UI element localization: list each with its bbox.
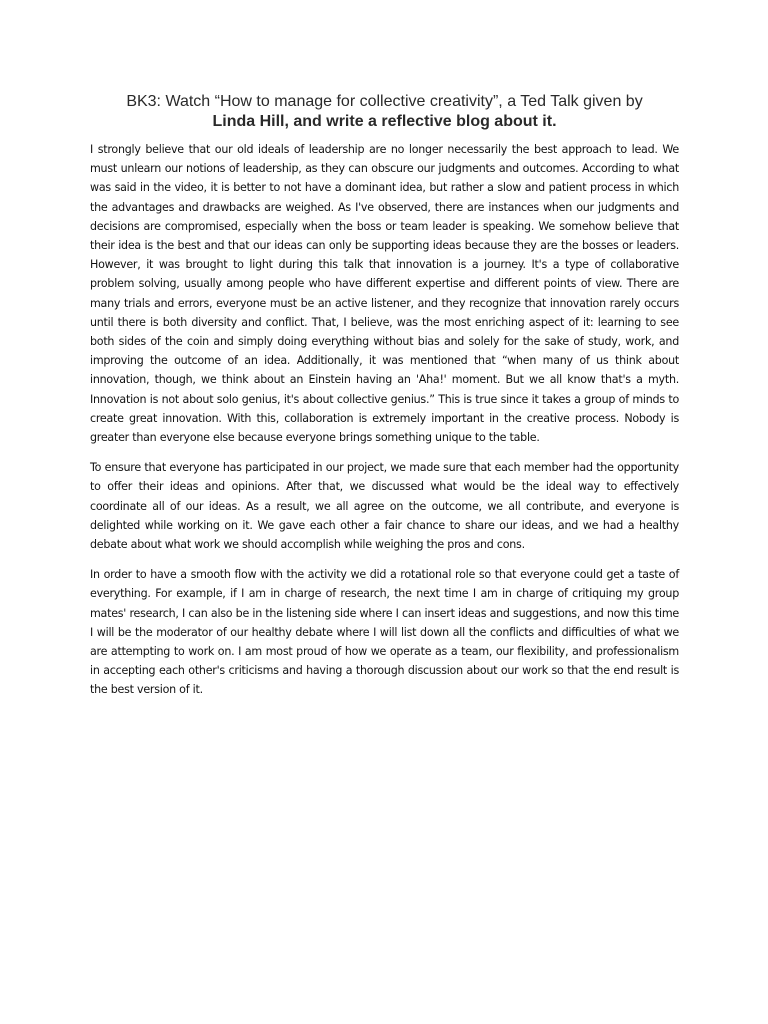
document-page xyxy=(90,92,679,711)
document-title xyxy=(90,92,679,132)
document-title-line-2: Linda Hill, and write a reflective blog about it. xyxy=(212,113,557,130)
body-paragraph-3: In order to have a smooth flow with the activity we did a rotational role so that everyone could get a taste of everything. For example, if I am in charge of research, the next time I am in charge of critiquing my group mates' research, I can also be in the listening side where I can insert ideas and suggestions, and now this time I will be the moderator of our healthy debate where I will list down all the conflicts and difficulties of what we are attempting to work on. I am most proud of how we operate as a team, our flexibility, and professionalism in accepting each other's criticisms and having a thorough discussion about our work so that the end result is the best version of it. xyxy=(90,568,679,697)
body-paragraph-1: I strongly believe that our old ideals of leadership are no longer necessarily the best approach to lead. We must unlearn our notions of leadership, as they can obscure our judgments and outcomes. According to what was said in the video, it is better to not have a dominant idea, but rather a slow and patient process in which the advantages and drawbacks are weighed. As I've observed, there are instances when our judgments and decisions are compromised, especially when the boss or team leader is speaking. We somehow believe that their idea is the best and that our ideas can only be supporting ideas because they are the bosses or leaders. However, it was brought to light during this talk that innovation is a journey. It's a type of collaborative problem solving, usually among people who have different expertise and different points of view. There are many trials and errors, everyone must be an active listener, and they recognize that innovation rarely occurs until there is both diversity and conflict. That, I believe, was the most enriching aspect of it: learning to see both sides of the coin and simply doing everything without bias and solely for the sake of study, work, and improving the outcome of an idea. Additionally, it was mentioned that “when many of us think about innovation, though, we think about an Einstein having an 'Aha!' moment. But we all know that's a myth. Innovation is not about solo genius, it's about collective genius.” This is true since it takes a group of minds to create great innovation. With this, collaboration is extremely important in the creative process. Nobody is greater than everyone else because everyone brings something unique to the table. xyxy=(90,143,679,445)
body-paragraph-2: To ensure that everyone has participated in our project, we made sure that each member had the opportunity to offer their ideas and opinions. After that, we discussed what would be the ideal way to effectively coordinate all of our ideas. As a result, we all agree on the outcome, we all contribute, and everyone is delighted while working on it. We gave each other a fair chance to share our ideas, and we had a healthy debate about what work we should accomplish while weighing the pros and cons. xyxy=(90,461,679,552)
document-title-line-1: BK3: Watch “How to manage for collective creativity”, a Ted Talk given by xyxy=(126,93,643,110)
